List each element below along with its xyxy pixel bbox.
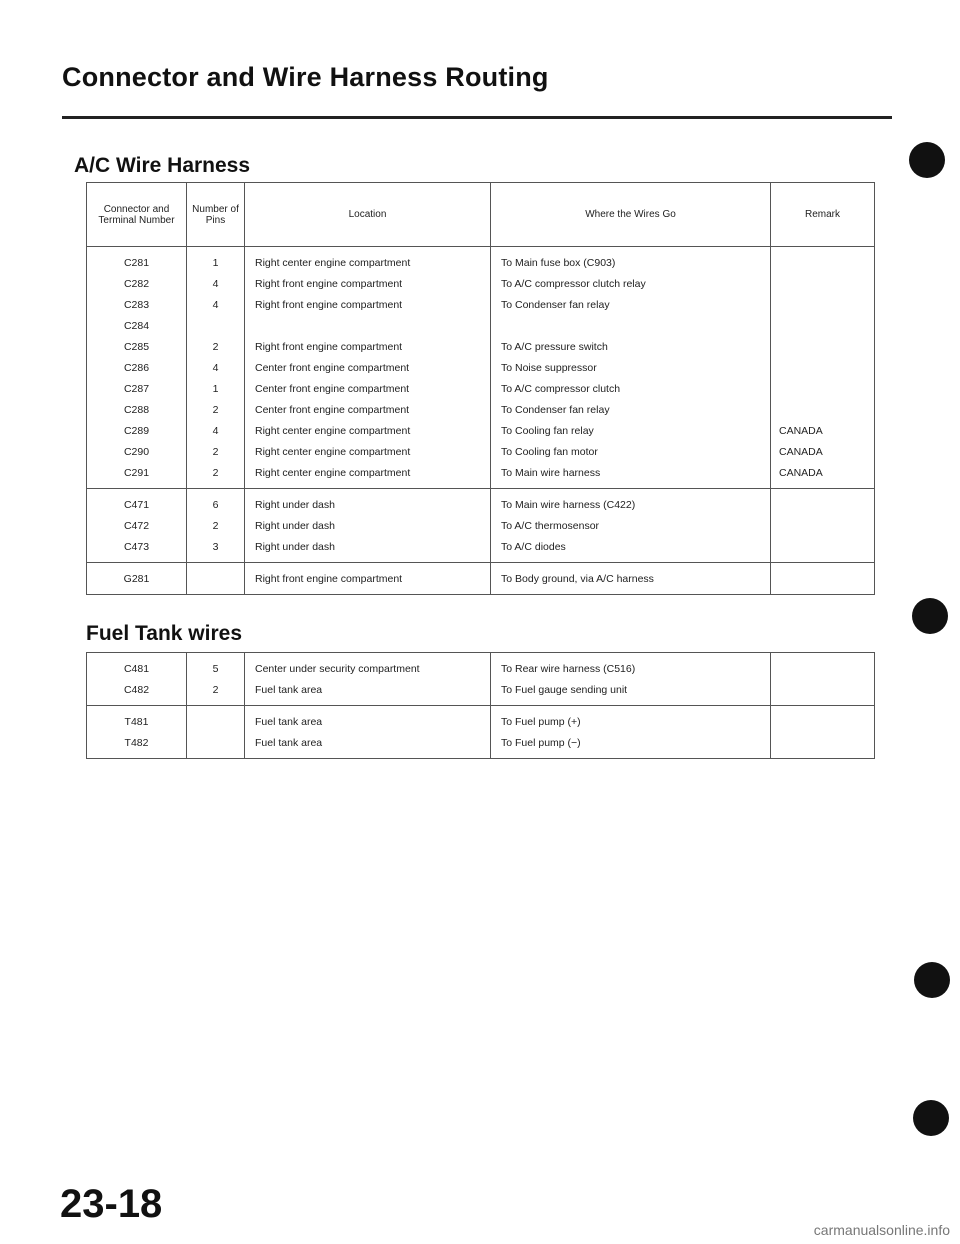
remark-text (771, 379, 874, 400)
page-number: 23-18 (60, 1182, 163, 1226)
pin-count: 2 (212, 684, 219, 696)
pin-count: 5 (212, 663, 219, 675)
connector-number: C289 (123, 425, 150, 437)
pin-count: 4 (212, 299, 219, 311)
table-cell (245, 653, 491, 706)
wires-go-text: To A/C diodes (501, 541, 566, 553)
connector-number: T481 (124, 716, 149, 728)
pin-count: 4 (212, 425, 219, 437)
connector-number: C284 (123, 320, 150, 332)
table-cell (491, 563, 771, 595)
table-cell (491, 489, 771, 563)
remark-text (771, 337, 874, 358)
remark-text (771, 537, 874, 558)
remark-text (771, 253, 874, 274)
pin-count: 1 (212, 383, 219, 395)
pin-count (187, 569, 244, 590)
location-text: Right front engine compartment (255, 299, 403, 311)
remark-text (771, 295, 874, 316)
table-cell (245, 563, 491, 595)
remark-text (771, 316, 874, 337)
pin-count: 6 (212, 499, 219, 511)
location-text: Right under dash (255, 520, 335, 532)
header-remark: Remark (771, 183, 875, 247)
connector-number: C282 (123, 278, 150, 290)
fuel-tank-table (86, 652, 875, 759)
connector-number: C286 (123, 362, 150, 374)
location-text: Right front engine compartment (255, 341, 403, 353)
remark-text (771, 274, 874, 295)
wires-go-text: To Main wire harness (501, 467, 601, 479)
table-cell (491, 706, 771, 759)
margin-dot (913, 1100, 949, 1136)
location-text: Center front engine compartment (255, 383, 410, 395)
wires-go-text: To A/C pressure switch (501, 341, 608, 353)
pin-count (187, 712, 244, 733)
table-row-group (87, 706, 875, 759)
table-cell (771, 489, 875, 563)
location-text: Fuel tank area (255, 684, 323, 696)
table-cell (245, 247, 491, 489)
pin-count: 4 (212, 278, 219, 290)
remark-text: CANADA (779, 425, 823, 437)
remark-text (771, 733, 874, 754)
remark-text (771, 712, 874, 733)
title-rule (62, 116, 892, 119)
connector-number: C285 (123, 341, 150, 353)
location-text (245, 316, 490, 337)
header-pins: Number of Pins (187, 183, 245, 247)
location-text: Right center engine compartment (255, 467, 411, 479)
table-cell (771, 653, 875, 706)
wires-go-text: To Condenser fan relay (501, 404, 610, 416)
header-location: Location (245, 183, 491, 247)
ac-harness-heading: A/C Wire Harness (74, 154, 251, 177)
fuel-tank-heading: Fuel Tank wires (86, 622, 242, 645)
location-text: Right under dash (255, 541, 335, 553)
pin-count: 2 (212, 404, 219, 416)
remark-text (771, 659, 874, 680)
wires-go-text: To Fuel gauge sending unit (501, 684, 628, 696)
wires-go-text: To Main fuse box (C903) (501, 257, 616, 269)
connector-number: C283 (123, 299, 150, 311)
wires-go-text: To A/C thermosensor (501, 520, 600, 532)
remark-text (771, 680, 874, 701)
remark-text (771, 516, 874, 537)
pin-count: 2 (212, 467, 219, 479)
ac-harness-table (86, 182, 875, 595)
location-text: Right center engine compartment (255, 425, 411, 437)
pin-count: 2 (212, 341, 219, 353)
connector-number: C481 (123, 663, 150, 675)
table-row-group (87, 489, 875, 563)
table-cell (245, 706, 491, 759)
table-cell (87, 706, 187, 759)
connector-number: T482 (124, 737, 149, 749)
connector-number: C288 (123, 404, 150, 416)
wires-go-text: To A/C compressor clutch relay (501, 278, 646, 290)
location-text: Fuel tank area (255, 716, 323, 728)
connector-number: C482 (123, 684, 150, 696)
table-row-group (87, 563, 875, 595)
wires-go-text: To Cooling fan relay (501, 425, 594, 437)
margin-dot (909, 142, 945, 178)
wires-go-text: To Noise suppressor (501, 362, 597, 374)
pin-count: 2 (212, 446, 219, 458)
wires-go-text: To Fuel pump (−) (501, 737, 581, 749)
location-text: Right center engine compartment (255, 257, 411, 269)
location-text: Center front engine compartment (255, 404, 410, 416)
table-cell (187, 247, 245, 489)
table-cell (87, 489, 187, 563)
location-text: Right front engine compartment (255, 278, 403, 290)
pin-count: 4 (212, 362, 219, 374)
table-cell (187, 653, 245, 706)
table-cell (491, 247, 771, 489)
pin-count: 1 (212, 257, 219, 269)
table-cell (87, 653, 187, 706)
remark-text (771, 495, 874, 516)
wires-go-text: To Body ground, via A/C harness (501, 573, 654, 585)
connector-number: G281 (123, 573, 150, 585)
location-text: Right center engine compartment (255, 446, 411, 458)
location-text: Right front engine compartment (255, 573, 403, 585)
location-text: Center under security compartment (255, 663, 420, 675)
wires-go-text: To Main wire harness (C422) (501, 499, 636, 511)
table-cell (771, 563, 875, 595)
wires-go-text: To Rear wire harness (C516) (501, 663, 636, 675)
pin-count (187, 733, 244, 754)
table-cell (491, 653, 771, 706)
page-title: Connector and Wire Harness Routing (62, 62, 549, 92)
margin-dot (912, 598, 948, 634)
location-text: Center front engine compartment (255, 362, 410, 374)
table-cell (187, 489, 245, 563)
table-cell (771, 706, 875, 759)
pin-count: 3 (212, 541, 219, 553)
table-cell (245, 489, 491, 563)
watermark: carmanualsonline.info (813, 1222, 950, 1238)
header-wires-go: Where the Wires Go (491, 183, 771, 247)
wires-go-text: To Fuel pump (+) (501, 716, 581, 728)
wires-go-text: To A/C compressor clutch (501, 383, 621, 395)
table-row-group (87, 653, 875, 706)
header-connector: Connector and Terminal Number (87, 183, 187, 247)
connector-number: C290 (123, 446, 150, 458)
remark-text: CANADA (779, 467, 823, 479)
wires-go-text: To Condenser fan relay (501, 299, 610, 311)
location-text: Fuel tank area (255, 737, 323, 749)
pin-count: 2 (212, 520, 219, 532)
margin-dot (914, 962, 950, 998)
connector-number: C473 (123, 541, 150, 553)
remark-text: CANADA (779, 446, 823, 458)
remark-text (771, 569, 874, 590)
connector-number: C471 (123, 499, 150, 511)
connector-number: C472 (123, 520, 150, 532)
connector-number: C281 (123, 257, 150, 269)
table-cell (87, 247, 187, 489)
table-cell (87, 563, 187, 595)
connector-number: C291 (123, 467, 150, 479)
table-cell (187, 563, 245, 595)
remark-text (771, 358, 874, 379)
table-row-group (87, 247, 875, 489)
location-text: Right under dash (255, 499, 335, 511)
table-cell (771, 247, 875, 489)
connector-number: C287 (123, 383, 150, 395)
table-cell (187, 706, 245, 759)
wires-go-text (491, 316, 770, 337)
remark-text (771, 400, 874, 421)
wires-go-text: To Cooling fan motor (501, 446, 598, 458)
pin-count (187, 316, 244, 337)
